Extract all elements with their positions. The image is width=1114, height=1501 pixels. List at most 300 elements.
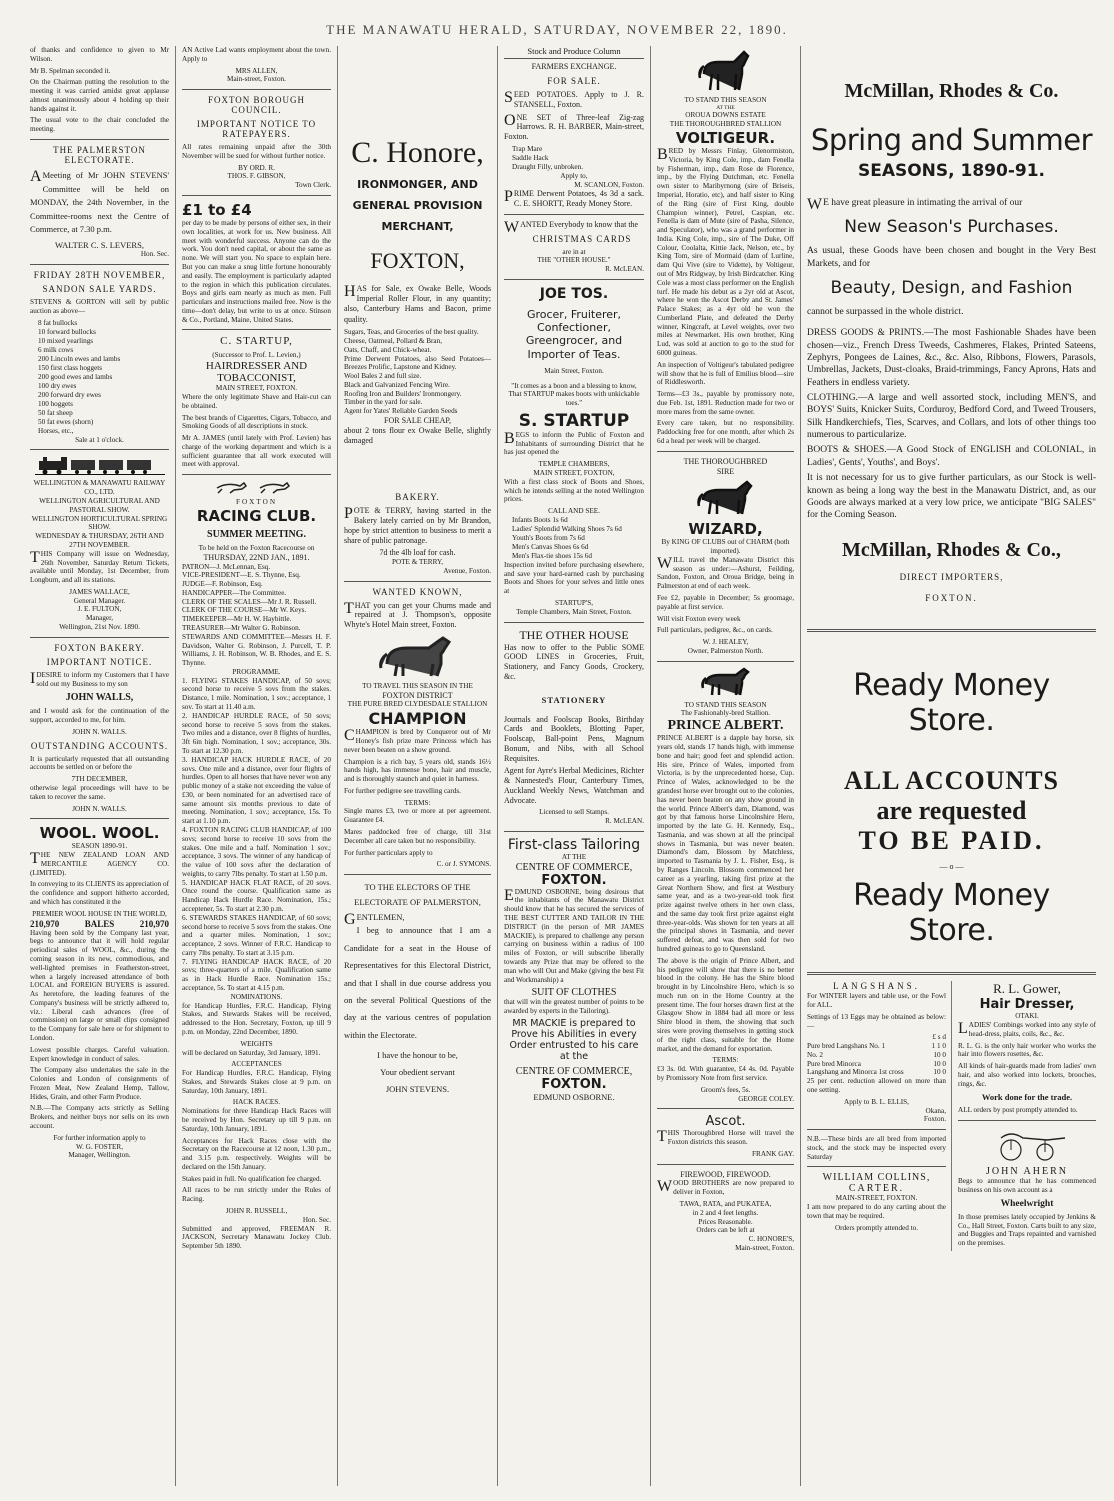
text: Will visit Foxton every week: [657, 614, 741, 623]
list-item: Draught Filly, unbroken.: [512, 162, 584, 171]
bales-count: 210,970: [139, 918, 169, 929]
ad-heading: FOXTON BAKERY.: [54, 642, 145, 653]
horse-race-illustration: [182, 480, 331, 494]
ad-heading: THE PALMERSTON ELECTORATE.: [53, 145, 146, 166]
text: Terms—£3 3s., payable by promissory note, due Feb. 1st, 1891. Reduction made for two or more mares from the same owner.: [657, 390, 794, 416]
text: On the Chairman putting the resolution to the meeting it was carried amidst great applause almost unanimously about 4 holding up their hands against it.: [30, 78, 169, 113]
text: Mr B. Spelman seconded it.: [30, 66, 111, 75]
list-item: TIMEKEEPER—Mr H. W. Haybittle.: [182, 615, 292, 624]
ad-heading: Ready Money Store.: [853, 668, 1050, 739]
ad-heading: RACING CLUB.: [196, 507, 317, 525]
list-item: 7. FLYING HANDICAP HACK RACE, of 20 sovs; three-quarters of a mile. Qualification same as in Hack Hurdle Race. Nomination 15s.; acceptance, 5s. To start at 4.15 p.m.: [182, 957, 331, 993]
ad-heading: WANTED KNOWN,: [372, 586, 463, 597]
bales-label: BALES: [84, 918, 115, 929]
text: POTE & TERRY, having started in the Bakery lately carried on by Mr Brandon, hope by strict attention to business to merit a share of public patronage.: [344, 505, 491, 545]
bottom-ads: [807, 981, 1096, 1251]
text: about 2 tons flour ex Owake Belle, slightly damaged: [344, 425, 491, 445]
row-price: 10 0: [933, 1050, 946, 1059]
horse-icon: [373, 634, 463, 678]
text: STEVENS & GORTON will sell by public auction as above—: [30, 298, 169, 315]
signature: MRS ALLEN,: [235, 66, 278, 75]
list-item: 200 good ewes and lambs: [38, 372, 113, 381]
ad-heading: FOXTON.: [541, 872, 607, 888]
signature: WALTER C. S. LEVERS,: [55, 240, 144, 250]
text: BOOTS & SHOES.—A Good Stock of ENGLISH and COLONIAL, in Ladies', Gents', Youths', and Boys'.: [807, 445, 1096, 468]
text: CALL AND SEE.: [548, 507, 600, 516]
text: otherwise legal proceedings will have to be taken to recover the same.: [30, 784, 169, 801]
buggy-illustration: [958, 1126, 1096, 1162]
ad-heading: £1 to £4: [182, 201, 252, 220]
text: SUIT OF CLOTHES: [531, 987, 617, 999]
text: The best brands of Cigarettes, Cigars, Tobacco, and Smoking Goods of all descriptions in stock.: [182, 413, 331, 431]
signature: JAMES WALLACE,: [69, 587, 130, 596]
text: OROUA DOWNS ESTATE: [685, 111, 766, 120]
divider: [504, 214, 644, 215]
bales-row: [30, 919, 169, 929]
text: TERMS:: [404, 798, 431, 807]
text: HACK RACES.: [232, 1098, 281, 1107]
text: CENTRE OF COMMERCE,: [515, 861, 633, 873]
ad-heading: JOE TOS.: [539, 286, 609, 303]
text: MR MACKIE is prepared to Prove his Abilities in every Order entrusted to his care at the: [509, 1017, 639, 1062]
text: Full particulars, pedigree, &c., on cards.: [657, 626, 773, 635]
list-item: Saddle Hack: [512, 153, 549, 162]
text: Where the only legitimate Shave and Hair-cut can be obtained.: [182, 392, 331, 410]
text: I beg to announce that I am a Candidate for a seat in the House of Representatives for this Electoral District, and that I shall in due course address you on the several Political Questions of the day at the various centres of population within the Electorate.: [344, 925, 491, 1040]
text: SIRE: [716, 466, 735, 476]
newspaper-page: [24, 46, 1102, 1486]
text: ACCEPTANCES: [231, 1060, 282, 1069]
text: Champion is a rich bay, 5 years old, stands 16½ hands high, has immense bone, hair and muscle, and is thoroughly staunch and quiet in harness.: [344, 757, 491, 784]
text: To be held on the Foxton Racecourse on: [198, 544, 315, 552]
text: "It comes as a boon and a blessing to know, That STARTUP makes boots with unkickable toes.": [508, 381, 640, 408]
text: AN Active Lad wants employment about the town. Apply to: [182, 46, 331, 63]
text: BY ORD. R.: [238, 163, 275, 172]
section-title: Stock and Produce Column: [504, 46, 644, 59]
ad-heading: C. STARTUP,: [220, 335, 293, 348]
text: In conveying to its CLIENTS its appreciation of the confidence and support hitherto accorded, and which has constituted it the: [30, 880, 169, 907]
text: It is particularly requested that all outstanding accounts be settled on or before the: [30, 754, 169, 772]
text: Prices Reasonable.: [698, 1217, 753, 1226]
ad-heading: Spring and Summer: [810, 123, 1093, 157]
langshans-ad: [807, 981, 952, 1251]
lots-list: [504, 145, 644, 172]
text: WEDNESDAY & THURSDAY, 26TH AND 27TH NOVEMBER.: [35, 532, 164, 549]
table-row: [807, 1060, 946, 1069]
text: £ s d: [932, 1033, 946, 1042]
ad-heading: ALL ACCOUNTS: [844, 766, 1059, 796]
ad-heading: R. L. Gower,: [993, 981, 1061, 997]
text: Sale at 1 o'clock.: [75, 435, 124, 444]
column-1: [24, 46, 176, 1486]
text: Apply to,: [560, 171, 588, 180]
row-label: Pure bred Langshans No. 1: [807, 1042, 886, 1051]
text: WILL travel the Manawatu District this season as under:—Ashurst, Feilding, Sandon, Foxton, and Oroua Bridge, being in Palmerston at end of each week.: [657, 554, 794, 591]
list-item: CLERK OF THE COURSE—Mr W. Keys.: [182, 606, 307, 615]
text: BRED by Messrs Finlay, Glenormiston, Victoria, by King Cole, imp., dam Fenella by Fisherman, imp., dam Rose de Florence, imp., by the Flying Dutchman, etc. Fenella own sister to Maribyrnong (sire of Briseis, Imperial, Horatio, etc), and half sister to King of the Ring (sire of First King, double Champion winner), Petrel, Caspian, etc. Fenella is dam of Mute (sire of Pasha, Silence, and Speculator), who was a grand performer in India. King Cole, imp., sire of The Duke, Off Colour, Coolalta, Kittie Jack, Nelson, etc., by King Tom, sire of Mormaid (dam of Lurline, dam Qui Vive (sire to Vidette), by Voltigeur, out of Mrs Ridgway, by Irish Birdcatcher. King Cole was a most class performer on the English turf. He made his debut as a 2yr old at Ascot, where he won the Ascot Derby and St. James' Palace Stakes; as a 4yr old he won the Cumberland Plate, and defeated the Derby winner, Kingcraft, at Level weights, over two miles at Newmarket. His own brother, King Lud, was sold at auction to go to the stud for 6000 guineas.: [657, 146, 794, 358]
divider: [30, 637, 169, 638]
list-item: 3. HANDICAP HACK HURDLE RACE, of 20 sovs. One mile and a distance, over four flights of hurdles. Open to all horses that have never won any public money of a stake not exceeding the value of £30, or been nominated for an advertised race of same amount six months previous to date of meeting. Nomination, 1 sov.; acceptance, 15s. To start at 1.10 p.m.: [182, 755, 331, 826]
signature: J. E. FULTON,: [77, 605, 122, 614]
column-5: [651, 46, 801, 1486]
divider: [344, 581, 491, 582]
text: WOOD BROTHERS are now prepared to deliver in Foxton,: [657, 1178, 794, 1197]
text: For further pedigree see travelling cards.: [344, 786, 461, 795]
signature: R. McLEAN.: [605, 817, 644, 826]
text: TEMPLE CHAMBERS,: [538, 460, 610, 469]
text: HAS for Sale, ex Owake Belle, Woods Imperial Roller Flour, in any quantity; also, Canterbury Hams and Bacon, prime quality.: [344, 282, 491, 324]
stock-list: [30, 319, 169, 436]
row-label: Langshang and Minorca 1st cross: [807, 1068, 904, 1077]
text: THIS Company will issue on Wednesday, 26th November, Saturday Return Tickets, available until Monday, 1st December, from Longburn, and all its stations.: [30, 548, 169, 585]
text: cannot be surpassed in the whole district.: [807, 307, 964, 318]
signature: FRANK GAY.: [752, 1149, 794, 1158]
list-item: 10 forward bullocks: [38, 327, 96, 336]
text: per day to be made by persons of either sex, in their own localities, at work for us. New business. All meet with wonderful success. Anyone can do the work. You don't need capital, or about the same as none. We will start you. No space to explain here. But you can make a snug little fortune honourably and easily. The employment is particularly adapted to the region in which this publication circulates. Boys and girls earn nearly as much as men. Full particulars and instructions mailed free. Now is the time—don't delay, but write to us at once. Stinson & Co., Portland, Maine, United States.: [182, 219, 331, 324]
list-item: 50 fat sheep: [38, 408, 73, 417]
ad-heading: are requested: [876, 796, 1027, 826]
ad-heading: GENERAL PROVISION: [352, 198, 483, 212]
role: Main-street, Foxton.: [227, 75, 286, 84]
text: In those premises lately occupied by Jenkins & Co., Hall Street, Foxton. Carts built to any size, and Buggies and Traps repainted and varnished on the premises.: [958, 1212, 1096, 1248]
text: EDMUND OSBORNE, being desirous that the inhabitants of the Manawatu District should know that he has secured the services of THE BEST CUTTER AND TAILOR IN THE DISTRICT (in the person of MR JAMES MACKIE), is prepared to challenge any person carrying on business within a radius of 100 miles of Foxton, or will subscribe liberally towards any Prize that may be offered to the man who will Out and Make (giving the best Fit and Workmanship) a: [504, 886, 644, 984]
list-item: 8 fat bullocks: [38, 318, 78, 327]
bales-count: 210,970: [30, 918, 60, 929]
divider: [657, 661, 794, 662]
text: WE have great pleasure in intimating the arrival of our: [807, 196, 1023, 213]
list-item: Infants Boots 1s 6d: [512, 515, 568, 524]
text: and I would ask for the continuation of the support, accorded to me, for him.: [30, 707, 169, 725]
masthead-title: THE MANAWATU HERALD, SATURDAY, NOVEMBER 22, 1890.: [326, 22, 788, 37]
divider: [504, 831, 644, 832]
text: 7TH DECEMBER,: [71, 775, 128, 784]
divider: [30, 818, 169, 819]
text: MAIN-STREET, FOXTON.: [835, 1194, 918, 1203]
ad-heading: McMillan, Rhodes & Co.,: [842, 538, 1061, 561]
horse-icon: [693, 480, 759, 516]
text: Inspection invited before purchasing elsewhere, and save your hard-earned cash by purchasing Boots and Shoes for your selves and little ones at: [504, 560, 644, 596]
list-item: 6. STEWARDS STAKES HANDICAP, of 60 sovs; second horse to receive 5 sovs from the stakes. One and a quarter miles. Nomination, 1 sov.; acceptance, 2 sovs. Winner of F.R.C. Handicap to carry 7lbs penalty. To start at 3.15 p.m.: [182, 913, 331, 957]
column-6: [801, 46, 1102, 1486]
text: Your obedient servant: [380, 1067, 455, 1078]
signature: R. McLEAN.: [605, 265, 644, 274]
text: THE THOROUGHBRED: [683, 456, 768, 466]
text: WEIGHTS: [240, 1039, 273, 1048]
list-item: 200 forward dry ewes: [38, 390, 101, 399]
text: The above is the origin of Prince Albert, and his pedigree will show that there is no better blood in the colony. He has the Shire blood brought in by Lincolnshire Hero, which is so much run on in the Home Country at the present time. The four horses drawn first at the Glasgow Show in 1884 had all more or less Shire blood in them, the showing that such sires were proving themselves in getting stock of the right class, suitable for the Home market, and the demand for exportation.: [657, 956, 794, 1053]
divider: [807, 972, 1096, 975]
text: FOXTON.: [925, 592, 978, 603]
list-item: Roofing Iron and Builders' Ironmongery.: [344, 389, 462, 398]
text: It is not necessary for us to give further particulars, as our Stock is well-known as being a long way the best in the Manawatu District, and, as our Goods are always marked at a very low price, we anticipate "BIG SALES" for the Coming Season.: [807, 473, 1096, 521]
horse-illustration: [657, 667, 794, 697]
text: will be declared on Saturday, 3rd January, 1891.: [182, 1048, 321, 1057]
list-item: Men's Canvas Shoes 6s 6d: [512, 542, 589, 551]
text: Fee £2, payable in December; 5s groomage, payable at first service.: [657, 594, 794, 611]
divider: [182, 89, 331, 90]
horse-icon: [698, 667, 754, 697]
divider: [182, 329, 331, 330]
text: By KING OF CLUBS out of CHARM (both imported).: [661, 538, 790, 556]
role: Avenue, Foxton.: [443, 566, 491, 575]
train-icon: [35, 455, 165, 475]
signature: JOHN N. WALLS.: [72, 804, 127, 813]
text: WANTED Everybody to know that the: [504, 218, 639, 236]
text: Wheelwright: [1000, 1198, 1054, 1209]
list-item: 6 milk cows: [38, 345, 74, 354]
ad-heading: CHRISTMAS CARDS: [532, 233, 632, 244]
text: For further information apply to: [53, 1133, 146, 1142]
text: Stakes paid in full. No qualification fee charged.: [182, 1174, 322, 1183]
text: LADIES' Combings worked into any style of head-dress, plaits, coils, &c., &c.: [958, 1020, 1096, 1038]
text: MAIN STREET, FOXTON.: [215, 384, 298, 393]
list-item: 1. FLYING STAKES HANDICAP, of 50 sovs; second horse to receive 5 sovs from the stakes. Distance, 1 mile. Nomination, 1 sov.; acceptance, 1 sov. To start at 11.40 a.m.: [182, 676, 331, 712]
divider: [30, 139, 169, 140]
ad-heading: C. Honore,: [351, 136, 484, 169]
ad-heading: FRIDAY 28TH NOVEMBER,: [33, 270, 166, 281]
role: Hon. Sec.: [140, 250, 169, 259]
text: IDESIRE to inform my Customers that I have sold out my Business to my son: [30, 669, 169, 688]
list-item: Black and Galvanized Fencing Wire.: [344, 380, 450, 389]
divider: [657, 451, 794, 452]
text: I have the honour to be,: [377, 1050, 458, 1061]
row-price: 10 0: [933, 1059, 946, 1068]
list-item: Ladies' Splendid Walking Shoes 7s 6d: [512, 524, 622, 533]
text: — o —: [939, 862, 964, 872]
text: For WINTER layers and table use, or the Fowl for ALL.: [807, 992, 946, 1009]
list-item: 100 hoggets: [38, 399, 73, 408]
column-2: [176, 46, 338, 1486]
signature: C. HONORE'S,: [748, 1235, 794, 1244]
ad-heading: PRINCE ALBERT.: [667, 718, 784, 734]
text: For Handicap Hurdles, F.R.C. Handicap, Flying Stakes, and Stewards Stakes close at 9 p.m. on Saturday, 10th January, 1891.: [182, 1069, 331, 1095]
ad-heading: SEASONS, 1890-91.: [857, 161, 1046, 181]
text: WELLINGTON AGRICULTURAL AND PASTORAL SHOW.: [39, 497, 160, 514]
list-item: Timber in the yard for sale.: [344, 398, 423, 407]
text: R. L. G. is the only hair worker who works the hair into flowers rosettes, &c.: [958, 1041, 1096, 1059]
list-item: TREASURER—Mr Walter G. Robinson.: [182, 624, 301, 632]
horse-illustration: [657, 480, 794, 516]
list-item: Men's Flax-tie shoes 15s 6d: [512, 551, 592, 560]
ad-heading: FOXTON.: [541, 1076, 607, 1092]
text: All kinds of hair-guards made from ladies' own hair, and also worked into lockets, brooches, rings, &c.: [958, 1062, 1096, 1088]
list-item: VICE-PRESIDENT—E. S. Thynne, Esq.: [182, 571, 301, 580]
text: PRIME Derwent Potatoes, 4s 3d a sack. C. E. SHORTT, Ready Money Store.: [504, 188, 644, 209]
text: WELLINGTON & MANAWATU RAILWAY CO., LTD.: [33, 479, 166, 497]
text: Every care taken, but no responsibility. Paddocking free for one month, after which 2s 6d a head per week will be charged.: [657, 419, 794, 446]
text: The Fashionably-bred Stallion.: [680, 709, 771, 718]
ad-heading: WIZARD,: [688, 520, 763, 539]
text: GENTLEMEN,: [344, 910, 405, 928]
text: Agent for Ayre's Herbal Medicines, Richter & Nannested's Flour, Canterbury Times, Auckland Weekly News, Watchman and Advocate.: [504, 766, 644, 805]
divider: [657, 1108, 794, 1109]
text: AT THE: [561, 852, 587, 861]
divider: [807, 1129, 946, 1130]
ad-heading: FOR SALE.: [547, 76, 601, 87]
text: Begs to announce that he has commenced business on his own account as a: [958, 1177, 1096, 1195]
text: Mr A. JAMES (until lately with Prof. Levien) has charge of the working department and which is a sufficient guarantee that all work executed will meet with approval.: [182, 434, 331, 469]
egg-price-table: [807, 1042, 946, 1077]
ad-heading: LANGSHANS.: [833, 981, 920, 992]
text: 7d the 4lb loaf for cash.: [379, 548, 456, 558]
text: FARMERS EXCHANGE.: [531, 62, 617, 72]
role: Wellington, 21st Nov. 1890.: [59, 622, 140, 631]
item-list: [344, 328, 491, 416]
text: of thanks and confidence to given to Mr Wilson.: [30, 46, 169, 63]
list-item: Youth's Boots from 7s 6d: [512, 533, 585, 542]
ad-heading: Hair Dresser,: [979, 997, 1075, 1013]
list-item: 150 first class hoggets: [38, 363, 103, 372]
text: MAIN STREET, FOXTON,: [533, 469, 615, 478]
text: Journals and Foolscap Books, Birthday Cards and Booklets, Blotting Paper, Foolscap, Ball-point Pens, Magnum Bonum, and Nibs, with all School Requisites.: [504, 714, 644, 763]
ad-heading: First-class Tailoring: [507, 836, 641, 853]
row-label: No. 2: [807, 1050, 823, 1059]
list-item: Horses, etc.,: [38, 426, 74, 435]
gower-ad: [952, 981, 1096, 1251]
train-illustration: [30, 455, 169, 475]
buggy-icon: [987, 1126, 1067, 1162]
text: Acceptances for Hack Races close with the Secretary on the Racecourse at 12 noon, 1.30 p.m., and 3.15 p.m. respectively. Weights will be declared on the 15th January.: [182, 1136, 331, 1171]
text: ONE SET of Three-leaf Zig-zag Harrows. R. H. BARBER, Main-street, Foxton.: [504, 111, 644, 142]
text: Mares paddocked free of charge, till 31st December all care taken but no responsibility.: [344, 827, 491, 845]
signature: POTE & TERRY,: [391, 558, 444, 567]
text: Single mares £3, two or more at per agreement. Guarantee £4.: [344, 807, 491, 825]
signature: JOHN STEVENS.: [385, 1084, 450, 1095]
name: JOHN WALLS,: [65, 692, 134, 704]
divider: [958, 1120, 1096, 1121]
text: I am now prepared to do any carting about the town that may be required.: [807, 1203, 946, 1221]
text: THE NEW ZEALAND LOAN AND MERCANTILE AGENCY CO. (LIMITED).: [30, 850, 169, 877]
text: NOMINATIONS.: [230, 992, 283, 1001]
text: All races to be run strictly under the Rules of Racing.: [182, 1186, 331, 1204]
ad-heading: SANDON SALE YARDS.: [42, 284, 157, 295]
text: CHAMPION is bred by Conqueror out of Mr Honey's fish prize mare Princess which has never been beaten on a show ground.: [344, 727, 491, 754]
ad-heading: McMillan, Rhodes & Co.: [844, 80, 1059, 102]
list-item: JUDGE—F. Robinson, Esq.: [182, 580, 263, 589]
role: Owner, Palmerston North.: [687, 646, 764, 655]
list-item: Sugars, Teas, and Groceries of the best quality.: [344, 328, 479, 337]
text: PREMIER WOOL HOUSE IN THE WORLD,: [32, 909, 167, 918]
text: THURSDAY, 22ND JAN., 1891.: [203, 552, 310, 562]
text: CENTRE OF COMMERCE,: [515, 1065, 633, 1077]
table-row: [807, 1042, 946, 1051]
column-4: [498, 46, 651, 1486]
ad-heading: CARTER.: [848, 1183, 905, 1195]
text: With a first class stock of Boots and Shoes, which he intends selling at the noted Wellington prices.: [504, 477, 644, 504]
text: Has now to offer to the Public SOME GOOD LINES in Groceries, Fruit, Stationery, and Fancy Goods, Crockery, &c.: [504, 642, 644, 681]
ad-heading: WILLIAM COLLINS,: [822, 1172, 931, 1184]
signature: GEORGE COLEY.: [738, 1094, 794, 1103]
signature: JOHN N. WALLS.: [72, 727, 127, 736]
role: Manager,: [85, 614, 114, 623]
ad-heading: THE OTHER HOUSE: [519, 627, 629, 642]
officials-list: [182, 563, 331, 668]
table-row: [807, 1068, 946, 1077]
list-item: Trap Mare: [512, 144, 543, 153]
text: THE THOROUGHBRED STALLION: [669, 120, 782, 129]
text: WELLINGTON HORTICULTURAL SPRING SHOW.: [31, 514, 168, 532]
ad-heading: OUTSTANDING ACCOUNTS.: [30, 740, 169, 751]
text: Orders can be left at: [696, 1226, 755, 1235]
text: for Handicap Hurdles, F.R.C. Handicap, Flying Stakes, and Stewards Stakes will be received, addressed to the Hon. Secretary, Foxton, up till 9 p.m. on Monday, 22nd December, 1890.: [182, 1001, 331, 1036]
masthead: [0, 0, 1114, 44]
horse-illustration: [657, 50, 794, 92]
text: As usual, these Goods have been chosen and bought in the Very Best Markets, and for: [807, 246, 1096, 269]
text: SEASON 1890-91.: [71, 842, 128, 851]
text: Lowest possible charges. Careful valuation. Expert knowledge in conduct of sales.: [30, 1045, 169, 1063]
ad-heading: TO BE PAID.: [858, 826, 1045, 856]
text: OTAKI.: [1015, 1012, 1039, 1021]
divider: [344, 874, 491, 875]
text: PROGRAMME.: [232, 667, 281, 676]
list-item: Prime Derwent Potatoes, also Seed Potatoes—Breezes Prolific, Lapstone and Kidney.: [344, 354, 491, 372]
text: Grocer, Fruiterer, Confectioner, Greengrocer, and Importer of Teas.: [525, 308, 623, 361]
text: AMeeting of Mr JOHN STEVENS' Committee will be held on MONDAY, the 24th November, in the Committee-rooms next the Centre of Commerce, at 7.30 p.m.: [30, 168, 169, 235]
ad-heading: FOXTON,: [370, 247, 465, 273]
text: DRESS GOODS & PRINTS.—The most Fashionable Shades have been chosen—viz., French Dress Tweeds, Cashmeres, Flakes, Printed Sateens, Zephyrs, Pongees de Laines, &c., &c. Also, Ribbons, Flowers, Parasols, Umbrellas, Jackets, Dust-cloaks, Braid-trimmings, Fancy Aprons, Hats and Feathers in endless variety.: [807, 328, 1096, 388]
column-3: [338, 46, 498, 1486]
list-item: STEWARDS AND COMMITTEE—Messrs H. F. Davidson, Walter G. Robinson, J. Purcell, T. P. Williams, J. H. Robinson, W. B. Rhodes, and E. S. Thynne.: [182, 632, 331, 668]
role: Town Clerk.: [295, 181, 331, 190]
text: Work done for the trade.: [981, 1092, 1073, 1103]
list-item: HANDICAPPER—The Committee.: [182, 588, 287, 597]
ad-heading: FIREWOOD, FIREWOOD.: [680, 1169, 771, 1179]
table-row: [807, 1051, 946, 1060]
signature: C. or J. SYMONS.: [436, 860, 491, 869]
ad-heading: Beauty, Design, and Fashion: [830, 278, 1073, 299]
divider: [807, 629, 1096, 632]
text: Submitted and approved, FREEMAN R. JACKSON, Secretary Manawatu Jockey Club. September 5th 1890.: [182, 1224, 331, 1251]
stallion-illustration: [344, 634, 491, 678]
text: Foxton.: [923, 1115, 946, 1124]
text: Okana,: [925, 1106, 946, 1115]
ad-heading: S. STARTUP: [518, 410, 630, 431]
list-item: Wool Bales 2 and full size.: [344, 372, 422, 381]
ad-heading: SUMMER MEETING.: [207, 529, 306, 540]
text: Main Street, Foxton.: [544, 366, 604, 375]
text: All rates remaining unpaid after the 30th November will be sued for without further notice.: [182, 143, 331, 160]
text: are in at: [562, 247, 586, 256]
signature: W. G. FOSTER,: [75, 1142, 124, 1151]
text: FOXTON: [235, 498, 278, 507]
list-item: CLERK OF THE SCALES—Mr J. R. Russell.: [182, 597, 317, 606]
row-label: Pure bred Minorca: [807, 1059, 861, 1068]
ad-heading: WOOL. WOOL.: [39, 824, 160, 843]
text: The usual vote to the chair concluded the meeting.: [30, 116, 169, 134]
signature: M. SCANLON, Foxton.: [574, 180, 644, 189]
list-item: 50 fat ewes (shorn): [38, 417, 94, 426]
list-item: 200 Lincoln ewes and lambs: [38, 354, 121, 363]
list-item: 5. HANDICAP HACK FLAT RACE, of 20 sovs. Once round the course. Qualification same as Handicap Hack Hurdle Race. Nomination, 15s.; acceptener, 5s. To start at 2.30 p.m.: [182, 878, 331, 913]
list-item: 4. FOXTON RACING CLUB HANDICAP, of 100 sovs; second horse to receive 10 sovs from the stakes. One mile and a half. Nomination 1 sov.; acceptance, 3 sovs. The winner of any handicap of the value of 100 sovs after the declaration of weights, to carry 7lbs penalty. To start at 1.50 p.m.: [182, 825, 331, 878]
ad-heading: IMPORTANT NOTICE.: [46, 656, 153, 667]
ad-heading: FOXTON BOROUGH COUNCIL.: [207, 95, 306, 116]
text: CLOTHING.—A large and well assorted stock, including MEN'S, and BOYS' Suits, Knicker Suits, Corduroy, Bedford Cord, and Tweed Trousers, Silk Handkerchiefs, Ties, Scarves, and Collars, and lots of other things too numerous to particularize.: [807, 393, 1096, 441]
row-price: 10 0: [933, 1068, 946, 1077]
ad-heading: CHAMPION: [368, 709, 467, 729]
signature: STARTUP'S,: [554, 599, 594, 608]
text: THE PURE BRED CLYDESDALE STALLION: [347, 700, 488, 709]
text: N.B.—The Company acts strictly as Selling Brokers, and neither buys nor sells on its own account.: [30, 1104, 169, 1131]
racehorse-icon: [212, 480, 302, 494]
text: THIS Thoroughbred Horse will travel the Foxton districts this season.: [657, 1128, 794, 1147]
horse-icon: [696, 50, 756, 92]
signature: EDMUND OSBORNE.: [533, 1091, 615, 1102]
divider: [30, 449, 169, 450]
text: N.B.—These birds are all bred from imported stock, and the stock may be inspected every Saturday: [807, 1135, 946, 1161]
ad-heading: HAIRDRESSER AND TOBACCONIST,: [205, 360, 308, 385]
text: Licensed to sell Stamps.: [539, 808, 609, 817]
